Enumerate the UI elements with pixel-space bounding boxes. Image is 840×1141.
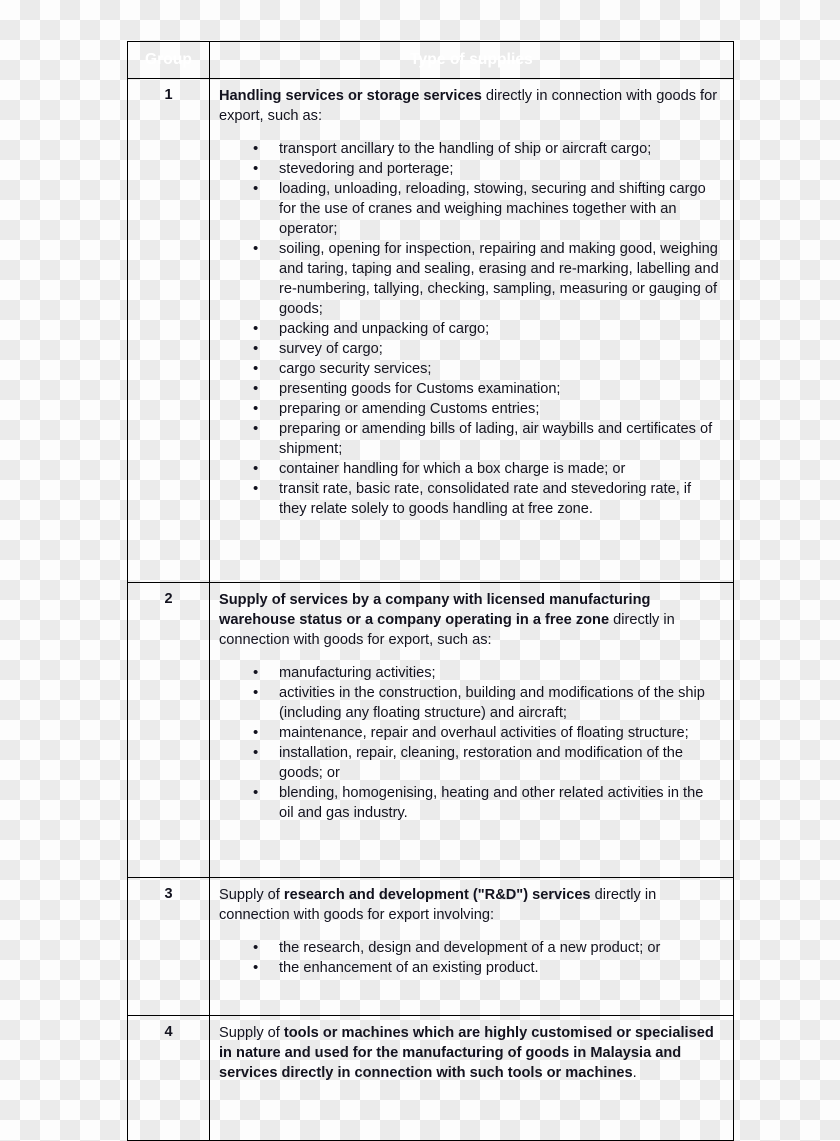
list-item: • installation, repair, cleaning, restoration and modification of the goods; or xyxy=(219,744,721,784)
list-item: • preparing or amending bills of lading, air waybills and certificates of shipment; xyxy=(219,420,721,460)
column-header-type-of-supplies: Type of supplies xyxy=(210,42,734,79)
list-item: • survey of cargo; xyxy=(219,340,721,360)
table-row xyxy=(128,583,734,878)
row-lead-text xyxy=(219,1024,721,1084)
group-number-cell: 1 xyxy=(128,79,210,583)
group-number-cell: 3 xyxy=(128,878,210,1016)
table-header xyxy=(128,42,734,79)
list-item: • maintenance, repair and overhaul activities of floating structure; xyxy=(219,724,721,744)
list-item: • container handling for which a box charge is made; or xyxy=(219,460,721,480)
table-header-row xyxy=(128,42,734,79)
list-item: • the enhancement of an existing product. xyxy=(219,959,721,979)
row-lead-text xyxy=(219,886,721,926)
row-lead-bold: research and development ("R&D") services xyxy=(283,887,591,904)
row-lead-text xyxy=(219,87,721,127)
table-row xyxy=(128,1016,734,1141)
list-item: • the research, design and development of a new product; or xyxy=(219,939,721,959)
list-item: • transport ancillary to the handling of ship or aircraft cargo; xyxy=(219,140,721,160)
row-lead-prefix: Supply of xyxy=(219,887,284,904)
list-item: • blending, homogenising, heating and other related activities in the oil and gas industry. xyxy=(219,784,721,824)
row-lead-text xyxy=(219,591,721,651)
list-item: • soiling, opening for inspection, repairing and making good, weighing and taring, taping and sealing, erasing and re-marking, labelling and re-numbering, tallying, checking, sampling, measuring or gauging of goods; xyxy=(219,240,721,320)
row-lead-rest: . xyxy=(632,1065,637,1082)
group-number-cell: 2 xyxy=(128,583,210,878)
table-body xyxy=(128,79,734,1141)
type-of-supplies-cell xyxy=(210,1016,734,1141)
row-lead-prefix: Supply of xyxy=(219,1025,284,1042)
supplies-table xyxy=(127,41,734,1141)
bullet-list xyxy=(219,664,721,824)
bullet-list xyxy=(219,939,721,979)
row-lead-rest: directly in connection with goods for export, such as: xyxy=(219,612,675,649)
table-row xyxy=(128,878,734,1016)
row-lead-bold: Supply of services by a company with licensed manufacturing warehouse status or a company operating in a free zone xyxy=(219,592,651,629)
list-item: • preparing or amending Customs entries; xyxy=(219,400,721,420)
list-item: • stevedoring and porterage; xyxy=(219,160,721,180)
row-lead-bold: Handling services or storage services xyxy=(219,88,482,105)
table-row xyxy=(128,79,734,583)
type-of-supplies-cell xyxy=(210,878,734,1016)
row-lead-rest: directly in connection with goods for export, such as: xyxy=(219,88,718,125)
type-of-supplies-cell xyxy=(210,583,734,878)
column-header-group: Group xyxy=(128,42,210,79)
list-item: • activities in the construction, building and modifications of the ship (including any floating structure) and aircraft; xyxy=(219,684,721,724)
row-lead-bold: tools or machines which are highly customised or specialised in nature and used for the manufacturing of goods in Malaysia and services directly in connection with such tools or machines xyxy=(219,1025,714,1082)
list-item: • packing and unpacking of cargo; xyxy=(219,320,721,340)
list-item: • presenting goods for Customs examination; xyxy=(219,380,721,400)
list-item: • cargo security services; xyxy=(219,360,721,380)
supplies-table-container xyxy=(127,41,719,1141)
row-lead-rest: directly in connection with goods for export involving: xyxy=(219,887,657,924)
list-item: • loading, unloading, reloading, stowing, securing and shifting cargo for the use of cranes and weighing machines together with an operator; xyxy=(219,180,721,240)
group-number-cell: 4 xyxy=(128,1016,210,1141)
type-of-supplies-cell xyxy=(210,79,734,583)
list-item: • manufacturing activities; xyxy=(219,664,721,684)
list-item: • transit rate, basic rate, consolidated rate and stevedoring rate, if they relate solely to goods handling at free zone. xyxy=(219,480,721,520)
bullet-list xyxy=(219,140,721,520)
